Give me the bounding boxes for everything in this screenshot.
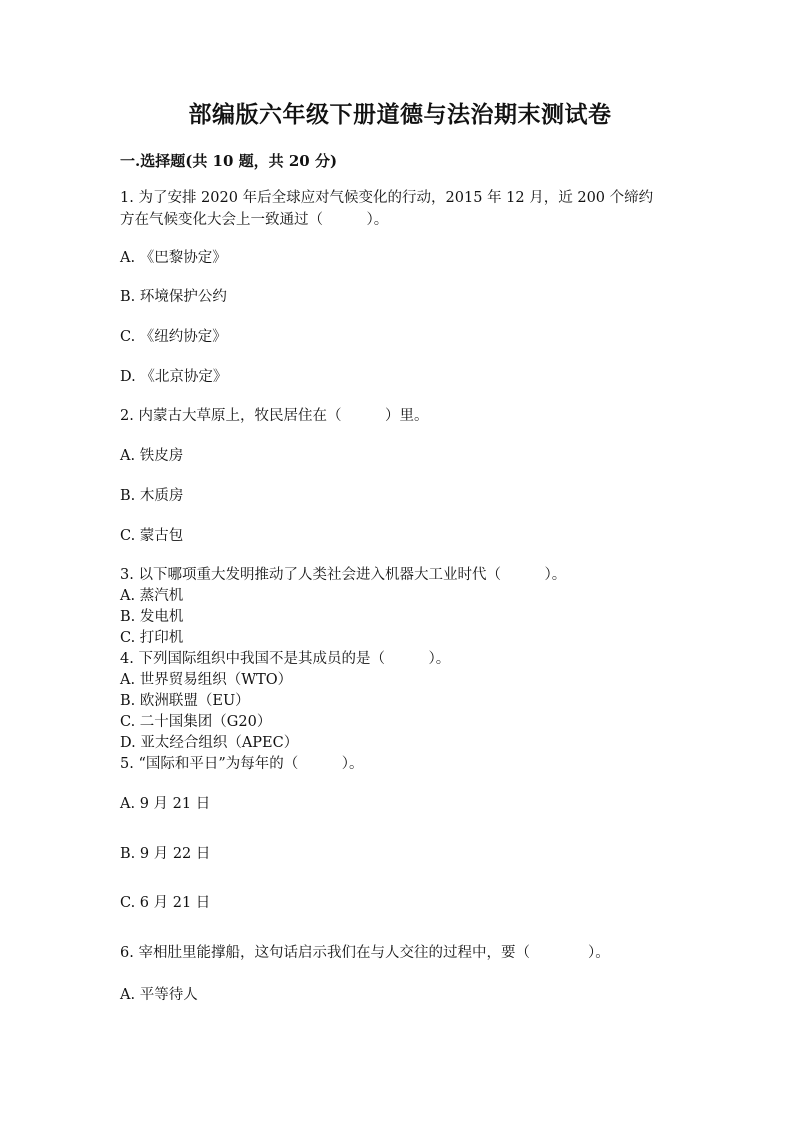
question-6-stem: 6. 宰相肚里能撑船，这句话启示我们在与人交往的过程中，要（ ）。 [120, 945, 610, 961]
page-title: 部编版六年级下册道德与法治期末测试卷 [188, 101, 612, 128]
question-6-option-a: A. 平等待人 [120, 987, 198, 1003]
question-4-stem: 4. 下列国际组织中我国不是其成员的是（ ）。 [120, 651, 451, 667]
question-1-option-b: B. 环境保护公约 [120, 289, 227, 305]
question-1-option-a: A. 《巴黎协定》 [120, 250, 227, 266]
question-3-option-b: B. 发电机 [120, 609, 184, 625]
question-2-option-c: C. 蒙古包 [120, 528, 184, 544]
question-2-option-a: A. 铁皮房 [120, 448, 184, 464]
question-1-option-c: C. 《纽约协定》 [120, 329, 227, 345]
question-4-option-b: B. 欧洲联盟（EU） [120, 693, 250, 709]
question-3-option-c: C. 打印机 [120, 630, 184, 646]
question-2-option-b: B. 木质房 [120, 488, 184, 504]
question-4-option-a: A. 世界贸易组织（WTO） [120, 672, 293, 688]
question-5-option-b: B. 9 月 22 日 [120, 846, 211, 862]
question-1-option-d: D. 《北京协定》 [120, 369, 228, 385]
question-3-option-a: A. 蒸汽机 [120, 588, 184, 604]
question-2-stem: 2. 内蒙古大草原上，牧民居住在（ ）里。 [120, 408, 429, 424]
question-5-option-c: C. 6 月 21 日 [120, 895, 211, 911]
question-4-option-d: D. 亚太经合组织（APEC） [120, 735, 299, 751]
section-heading: 一.选择题(共 10 题，共 20 分) [120, 152, 338, 170]
question-5-option-a: A. 9 月 21 日 [120, 796, 211, 812]
question-5-stem: 5. “国际和平日”为每年的（ ）。 [120, 756, 364, 772]
question-1-stem-line-1: 1. 为了安排 2020 年后全球应对气候变化的行动，2015 年 12 月，近 200 个缔约 [120, 190, 654, 206]
question-4-option-c: C. 二十国集团（G20） [120, 714, 272, 730]
question-1-stem-line-2: 方在气候变化大会上一致通过（ ）。 [120, 212, 389, 228]
question-3-stem: 3. 以下哪项重大发明推动了人类社会进入机器大工业时代（ ）。 [120, 567, 567, 583]
